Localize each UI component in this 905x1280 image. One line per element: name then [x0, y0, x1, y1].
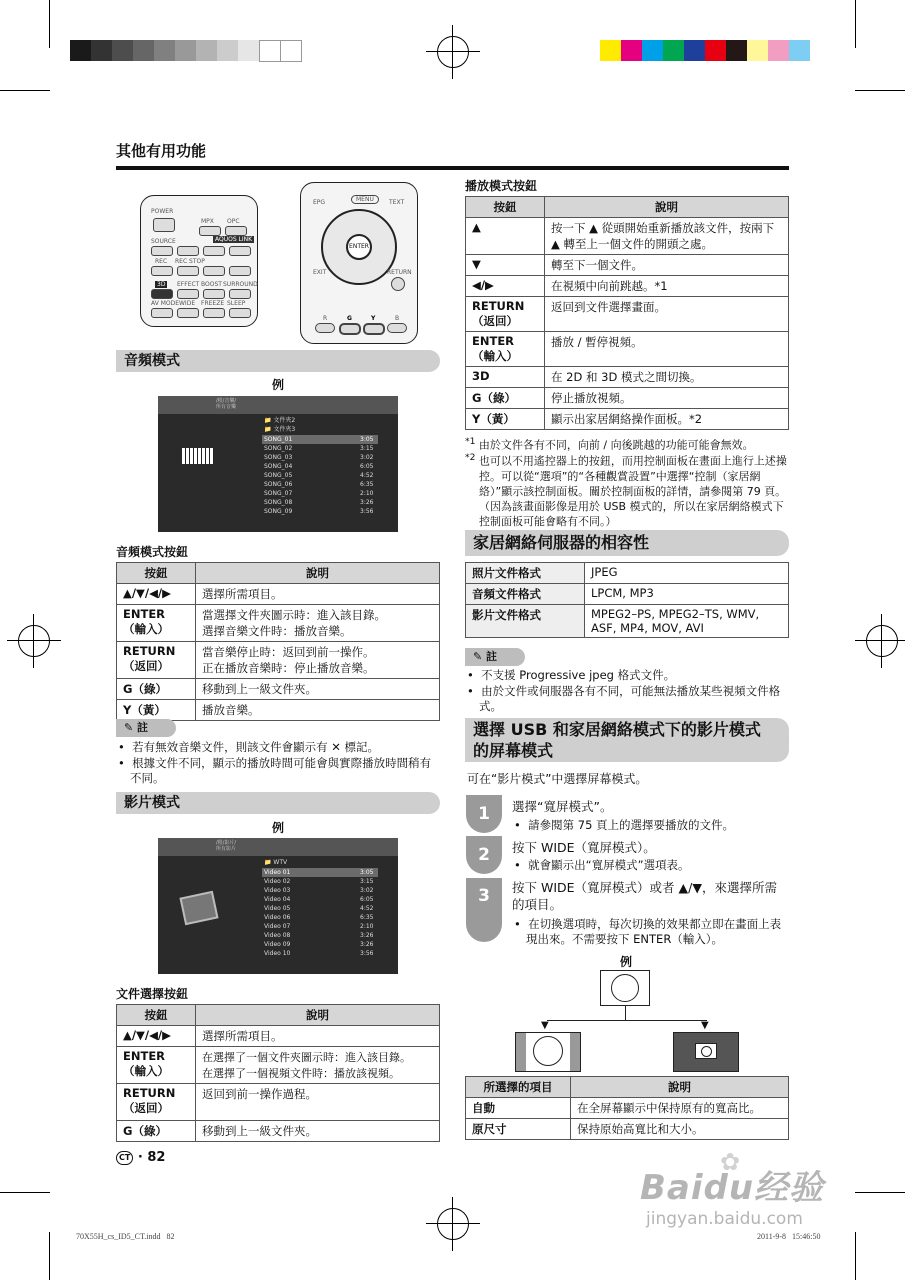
video-screen-example [158, 838, 398, 974]
watermark-sub: jingyan.baidu.com [646, 1209, 803, 1229]
step-subnote-text: 在切換選項時，每次切換的效果都立即在畫面上表現出來。不需要按下 ENTER（輸入）。 [526, 917, 782, 946]
footnote-2 [465, 450, 789, 529]
button-desc: 移動到上一級文件夾。 [196, 679, 440, 700]
file-duration: 6:35 [360, 914, 374, 921]
note-icon: ✎ [124, 721, 138, 734]
step-subnote: • 就會顯示出“寬屏模式”選項表。 [514, 858, 690, 872]
remote-label: R [323, 315, 328, 322]
remote-label: EFFECT [177, 281, 200, 288]
button-name: Y（黃） [117, 700, 196, 721]
diagram-line [625, 1006, 626, 1020]
file-duration: 2:10 [360, 923, 374, 930]
file-duration: 3:56 [360, 508, 374, 515]
remote-button-icon [203, 289, 225, 299]
file-duration: 3:02 [360, 454, 374, 461]
file-list-item[interactable] [262, 868, 378, 877]
remote-label: EXIT [313, 269, 327, 276]
button-name: RETURN （返回） [466, 297, 545, 332]
power-button-icon [153, 218, 175, 232]
button-desc: 移動到上一級文件夾。 [196, 1121, 440, 1142]
remote-button-icon [151, 246, 173, 256]
video-table-title: 文件選擇按鈕 [116, 987, 189, 1001]
step-subnote: • 在切換選項時，每次切換的效果都立即在畫面上表現出來。不需要按下 ENTER（輸入）。 [514, 917, 782, 946]
audio-table-title: 音頻模式按鈕 [116, 545, 189, 559]
remote-label: SURROUND [223, 281, 258, 288]
folder-name: WTV [273, 859, 288, 866]
video-breadcrumb: /根/影片/ 所有影片 [158, 838, 398, 856]
file-name: Video 08 [264, 932, 291, 939]
remote-button-icon [203, 266, 225, 276]
file-list-item[interactable] [262, 940, 378, 949]
remote-button-icon [177, 308, 199, 318]
button-name: ◀/▶ [466, 276, 545, 297]
remote-button-icon [177, 266, 199, 276]
remote-button-icon [199, 226, 221, 236]
note-text: 根據文件不同，顯示的播放時間可能會與實際播放時間稍有不同。 [130, 756, 432, 785]
footnote-text: 也可以不用遙控器上的按鈕，而用控制面板在畫面上進行上述操控。可以從“選項”的“各種觀賞設置”中選擇“控制（家居網絡）”顯示該控制面板。關於控制面板的詳情，請參閱第 79 頁。（因為該畫面影像是用於 USB 模式的，所以在家居網絡模式下控制面板可能會略有不同。） [478, 454, 787, 528]
button-desc: 當選擇文件夾圖示時：進入該目錄。 選擇音樂文件時：播放音樂。 [196, 605, 440, 642]
remote-left-illustration [140, 195, 258, 327]
button-desc: 顯示出家居網絡操作面板。*2 [545, 409, 789, 430]
remote-button-icon [229, 289, 251, 299]
mode-desc: 保持原始高寬比和大小。 [571, 1119, 789, 1140]
step-number: 1 [466, 795, 502, 833]
file-duration: 3:26 [360, 932, 374, 939]
file-list-item[interactable] [262, 904, 378, 913]
crop-mark [855, 0, 856, 48]
format-type: 音頻文件格式 [466, 584, 585, 605]
footnote-mark: *2 [465, 452, 476, 463]
format-type: 影片文件格式 [466, 605, 585, 638]
file-list-item[interactable] [262, 877, 378, 886]
page-number-value: 82 [147, 1150, 166, 1165]
file-duration: 3:05 [360, 869, 374, 876]
remote-button-icon [151, 308, 173, 318]
note-text: 由於文件或伺服器各有不同，可能無法播放某些視頻文件格式。 [479, 684, 781, 713]
button-name: ENTER （輸入） [117, 605, 196, 642]
file-name: Video 05 [264, 905, 291, 912]
button-name: ▲/▼/◀/▶ [117, 584, 196, 605]
watermark-logo [640, 1148, 825, 1229]
button-desc: 當音樂停止時：返回到前一操作。 正在播放音樂時：停止播放音樂。 [196, 642, 440, 679]
button-desc: 轉至下一個文件。 [545, 255, 789, 276]
registration-mark-bottom [437, 1208, 469, 1240]
remote-button-icon [229, 308, 251, 318]
video-example-label: 例 [272, 821, 285, 835]
mode-name: 自動 [466, 1098, 571, 1119]
button-name: G（綠） [117, 1121, 196, 1142]
watermark-main: Baidu经验 [640, 1168, 825, 1208]
file-name: Video 02 [264, 878, 291, 885]
file-list-item[interactable] [262, 453, 378, 462]
remote-button-icon [177, 246, 199, 256]
col-header: 說明 [571, 1077, 789, 1098]
file-name: Video 03 [264, 887, 291, 894]
screenmode-intro: 可在“影片模式”中選擇屏幕模式。 [467, 772, 648, 786]
film-icon [179, 891, 218, 925]
file-name: Video 06 [264, 914, 291, 921]
button-name: ▼ [466, 255, 545, 276]
file-duration: 3:15 [360, 445, 374, 452]
file-list-item[interactable] [262, 471, 378, 480]
button-name: ▲ [466, 218, 545, 255]
crop-mark [49, 1232, 50, 1280]
remote-label: REC STOP [175, 258, 205, 265]
note-text: 不支援 Progressive jpeg 格式文件。 [481, 668, 676, 682]
remote-label: REC [155, 258, 168, 265]
audio-example-label: 例 [272, 378, 285, 392]
note-text: 若有無效音樂文件，則該文件會顯示有 ✕ 標記。 [132, 740, 380, 754]
file-duration: 3:05 [360, 436, 374, 443]
button-desc: 返回到文件選擇畫面。 [545, 297, 789, 332]
header-rule [116, 166, 789, 170]
dot-by-dot-screen-icon [673, 1032, 739, 1072]
button-name: 3D [466, 367, 545, 388]
green-button-icon [339, 323, 361, 335]
registration-mark-left [18, 625, 50, 657]
remote-label: Y [371, 315, 376, 322]
col-header: 按鈕 [117, 1005, 196, 1026]
button-name: Y（黃） [466, 409, 545, 430]
mode-name: 原尺寸 [466, 1119, 571, 1140]
step-subnote-text: 就會顯示出“寬屏模式”選項表。 [528, 858, 690, 872]
screenmode-heading: 選擇 USB 和家居網絡模式下的影片模式的屏幕模式 [465, 718, 789, 762]
format-value: MPEG2–PS, MPEG2–TS, WMV, ASF, MP4, MOV, AVI [585, 605, 789, 638]
remote-label: FREEZE [201, 300, 225, 307]
file-duration: 3:26 [360, 499, 374, 506]
remote-label: WIDE [179, 300, 196, 307]
file-name: Video 10 [264, 950, 291, 957]
button-desc: 停止播放視頻。 [545, 388, 789, 409]
remote-label: POWER [151, 208, 174, 215]
remote-button-icon [229, 266, 251, 276]
file-info: 70X55H_cs_ID5_CT.indd 82 [76, 1232, 175, 1241]
button-desc: 返回到前一操作過程。 [196, 1084, 440, 1121]
file-list-item[interactable] [262, 913, 378, 922]
audio-note-item: • 根據文件不同，顯示的播放時間可能會與實際播放時間稍有不同。 [118, 756, 432, 785]
diagram-line [547, 1020, 707, 1021]
footnote-text: 由於文件各有不同，向前 / 向後跳越的功能可能會無效。 [478, 438, 754, 452]
button-desc: 在 2D 和 3D 模式之間切換。 [545, 367, 789, 388]
blue-button-icon [387, 323, 407, 333]
file-name: SONG_04 [264, 463, 293, 470]
file-duration: 6:05 [360, 896, 374, 903]
audio-screen-example [158, 396, 398, 532]
remote-button-icon [151, 289, 173, 299]
remote-button-icon [225, 226, 247, 236]
remote-label: SOURCE [151, 238, 176, 245]
crop-mark [855, 90, 905, 91]
col-header: 說明 [545, 197, 789, 218]
file-name: SONG_09 [264, 508, 293, 515]
arrow-down-icon: ▼ [541, 1020, 549, 1031]
remote-label: MENU [351, 195, 379, 204]
folder-item[interactable]: 📁 文件夾3 [264, 426, 296, 433]
file-list-item[interactable] [262, 949, 378, 958]
audio-breadcrumb: /根/音樂/ 所有音樂 [158, 396, 398, 414]
button-desc: 按一下 ▲ 從頭開始重新播放該文件，按兩下 ▲ 轉至上一個文件的開頭之處。 [545, 218, 789, 255]
file-list-item[interactable] [262, 444, 378, 453]
language-badge-icon: CT [116, 1151, 133, 1165]
file-duration: 4:52 [360, 905, 374, 912]
step-subnote-text: 請參閱第 75 頁上的選擇要播放的文件。 [528, 818, 735, 832]
format-type: 照片文件格式 [466, 563, 585, 584]
button-name: ▲/▼/◀/▶ [117, 1026, 196, 1047]
red-button-icon [315, 323, 335, 333]
crop-mark [0, 90, 50, 91]
date-info: 2011-9-8 15:46:50 [757, 1232, 821, 1241]
audio-mode-heading: 音頻模式 [116, 350, 440, 372]
file-name: SONG_02 [264, 445, 293, 452]
registration-mark-top [437, 36, 469, 68]
enter-button-icon: ENTER [346, 234, 372, 260]
file-duration: 3:02 [360, 887, 374, 894]
file-list-item[interactable] [262, 507, 378, 516]
folder-name: 文件夾2 [273, 417, 296, 424]
file-list-item[interactable] [262, 498, 378, 507]
audio-note-item: • 若有無效音樂文件，則該文件會顯示有 ✕ 標記。 [118, 740, 380, 754]
button-name: G（綠） [117, 679, 196, 700]
note-icon: ✎ [473, 650, 487, 663]
playback-buttons-table [465, 196, 789, 430]
remote-right-illustration [300, 182, 418, 344]
file-duration: 2:10 [360, 490, 374, 497]
audio-note-tag [116, 719, 176, 737]
file-name: Video 09 [264, 941, 291, 948]
button-name: RETURN （返回） [117, 642, 196, 679]
video-mode-heading: 影片模式 [116, 792, 440, 814]
folder-name: 文件夾3 [273, 426, 296, 433]
file-list-item[interactable] [262, 886, 378, 895]
playback-table-title: 播放模式按鈕 [465, 179, 538, 193]
remote-label: G [347, 315, 352, 322]
file-duration: 3:56 [360, 950, 374, 957]
footnote-mark: *1 [465, 436, 476, 447]
file-name: Video 07 [264, 923, 291, 930]
button-name: ENTER （輸入） [117, 1047, 196, 1084]
step-text: 選擇“寬屏模式”。 [512, 799, 613, 814]
remote-button-icon [229, 246, 251, 256]
folder-item[interactable]: 📁 WTV [264, 859, 288, 866]
crop-mark [855, 1192, 905, 1193]
file-name: SONG_01 [264, 436, 293, 443]
step-subnote: • 請參閱第 75 頁上的選擇要播放的文件。 [514, 818, 735, 832]
remote-label: AQUOS LINK [215, 236, 253, 243]
video-buttons-table [116, 1004, 440, 1142]
format-value: JPEG [585, 563, 789, 584]
file-name: Video 04 [264, 896, 291, 903]
remote-button-icon [203, 308, 225, 318]
registration-mark-right [866, 625, 898, 657]
step-number: 2 [466, 836, 502, 874]
section-title: 其他有用功能 [116, 142, 207, 160]
remote-button-icon [203, 246, 225, 256]
remote-label: BOOST [201, 281, 222, 288]
compat-table [465, 562, 789, 638]
file-list-item[interactable] [262, 462, 378, 471]
step-text: 按下 WIDE（寬屏模式）或者 ▲/▼，來選擇所需的項目。 [512, 880, 777, 912]
piano-icon [182, 448, 214, 464]
remote-label: OPC [227, 218, 240, 225]
button-name: G（綠） [466, 388, 545, 409]
button-desc: 播放音樂。 [196, 700, 440, 721]
remote-label: B [395, 315, 400, 322]
note-label: 註 [486, 650, 498, 663]
remote-label: 3D [157, 281, 166, 288]
step-text: 按下 WIDE（寬屏模式）。 [512, 840, 656, 855]
auto-mode-screen-icon [515, 1032, 581, 1072]
file-list-item[interactable] [262, 931, 378, 940]
crop-mark [855, 1232, 856, 1280]
file-name: SONG_08 [264, 499, 293, 506]
remote-label: TEXT [389, 199, 405, 206]
col-header: 所選擇的項目 [466, 1077, 571, 1098]
col-header: 按鈕 [466, 197, 545, 218]
button-desc: 在選擇了一個文件夾圖示時：進入該目錄。 在選擇了一個視頻文件時：播放該視頻。 [196, 1047, 440, 1084]
button-desc: 選擇所需項目。 [196, 584, 440, 605]
file-name: SONG_07 [264, 490, 293, 497]
button-desc: 播放 / 暫停視頻。 [545, 332, 789, 367]
page-number: CT · 82 [116, 1150, 165, 1165]
compat-note-item: • 由於文件或伺服器各有不同，可能無法播放某些視頻文件格式。 [467, 684, 781, 713]
audio-buttons-table [116, 562, 440, 721]
compat-heading: 家居網絡伺服器的相容性 [465, 530, 789, 556]
file-duration: 6:05 [360, 463, 374, 470]
button-name: RETURN （返回） [117, 1084, 196, 1121]
format-value: LPCM, MP3 [585, 584, 789, 605]
remote-label: AV MODE [151, 300, 180, 307]
screenmode-table [465, 1076, 789, 1140]
file-list-item[interactable] [262, 922, 378, 931]
screenmode-example-label: 例 [620, 955, 633, 969]
remote-label: MPX [201, 218, 214, 225]
yellow-button-icon [363, 323, 385, 335]
col-header: 說明 [196, 563, 440, 584]
col-header: 按鈕 [117, 563, 196, 584]
file-name: SONG_05 [264, 472, 293, 479]
remote-label: EPG [313, 199, 326, 206]
source-screen-icon [600, 970, 650, 1006]
file-duration: 3:26 [360, 941, 374, 948]
compat-note-tag [465, 648, 525, 666]
remote-button-icon [177, 289, 199, 299]
col-header: 說明 [196, 1005, 440, 1026]
return-button-icon [391, 277, 405, 291]
folder-item[interactable]: 📁 文件夾2 [264, 417, 296, 424]
button-name: ENTER （輸入） [466, 332, 545, 367]
file-duration: 6:35 [360, 481, 374, 488]
button-desc: 在視頻中向前跳越。*1 [545, 276, 789, 297]
paw-icon: ✿ [720, 1148, 741, 1176]
button-desc: 選擇所需項目。 [196, 1026, 440, 1047]
mode-desc: 在全屏幕顯示中保持原有的寬高比。 [571, 1098, 789, 1119]
file-list-item[interactable] [262, 895, 378, 904]
remote-label: RETURN [387, 269, 412, 276]
arrow-down-icon: ▼ [701, 1020, 709, 1031]
note-label: 註 [137, 721, 149, 734]
file-name: SONG_06 [264, 481, 293, 488]
file-duration: 4:52 [360, 472, 374, 479]
file-name: SONG_03 [264, 454, 293, 461]
file-list-item[interactable] [262, 489, 378, 498]
file-list-item[interactable] [262, 435, 378, 444]
crop-mark [0, 1192, 50, 1193]
remote-button-icon [151, 266, 173, 276]
compat-note-item: • 不支援 Progressive jpeg 格式文件。 [467, 668, 676, 682]
step-number: 3 [466, 878, 502, 942]
file-name: Video 01 [264, 869, 291, 876]
file-list-item[interactable] [262, 480, 378, 489]
remote-label: SLEEP [227, 300, 246, 307]
file-duration: 3:15 [360, 878, 374, 885]
crop-mark [49, 0, 50, 48]
